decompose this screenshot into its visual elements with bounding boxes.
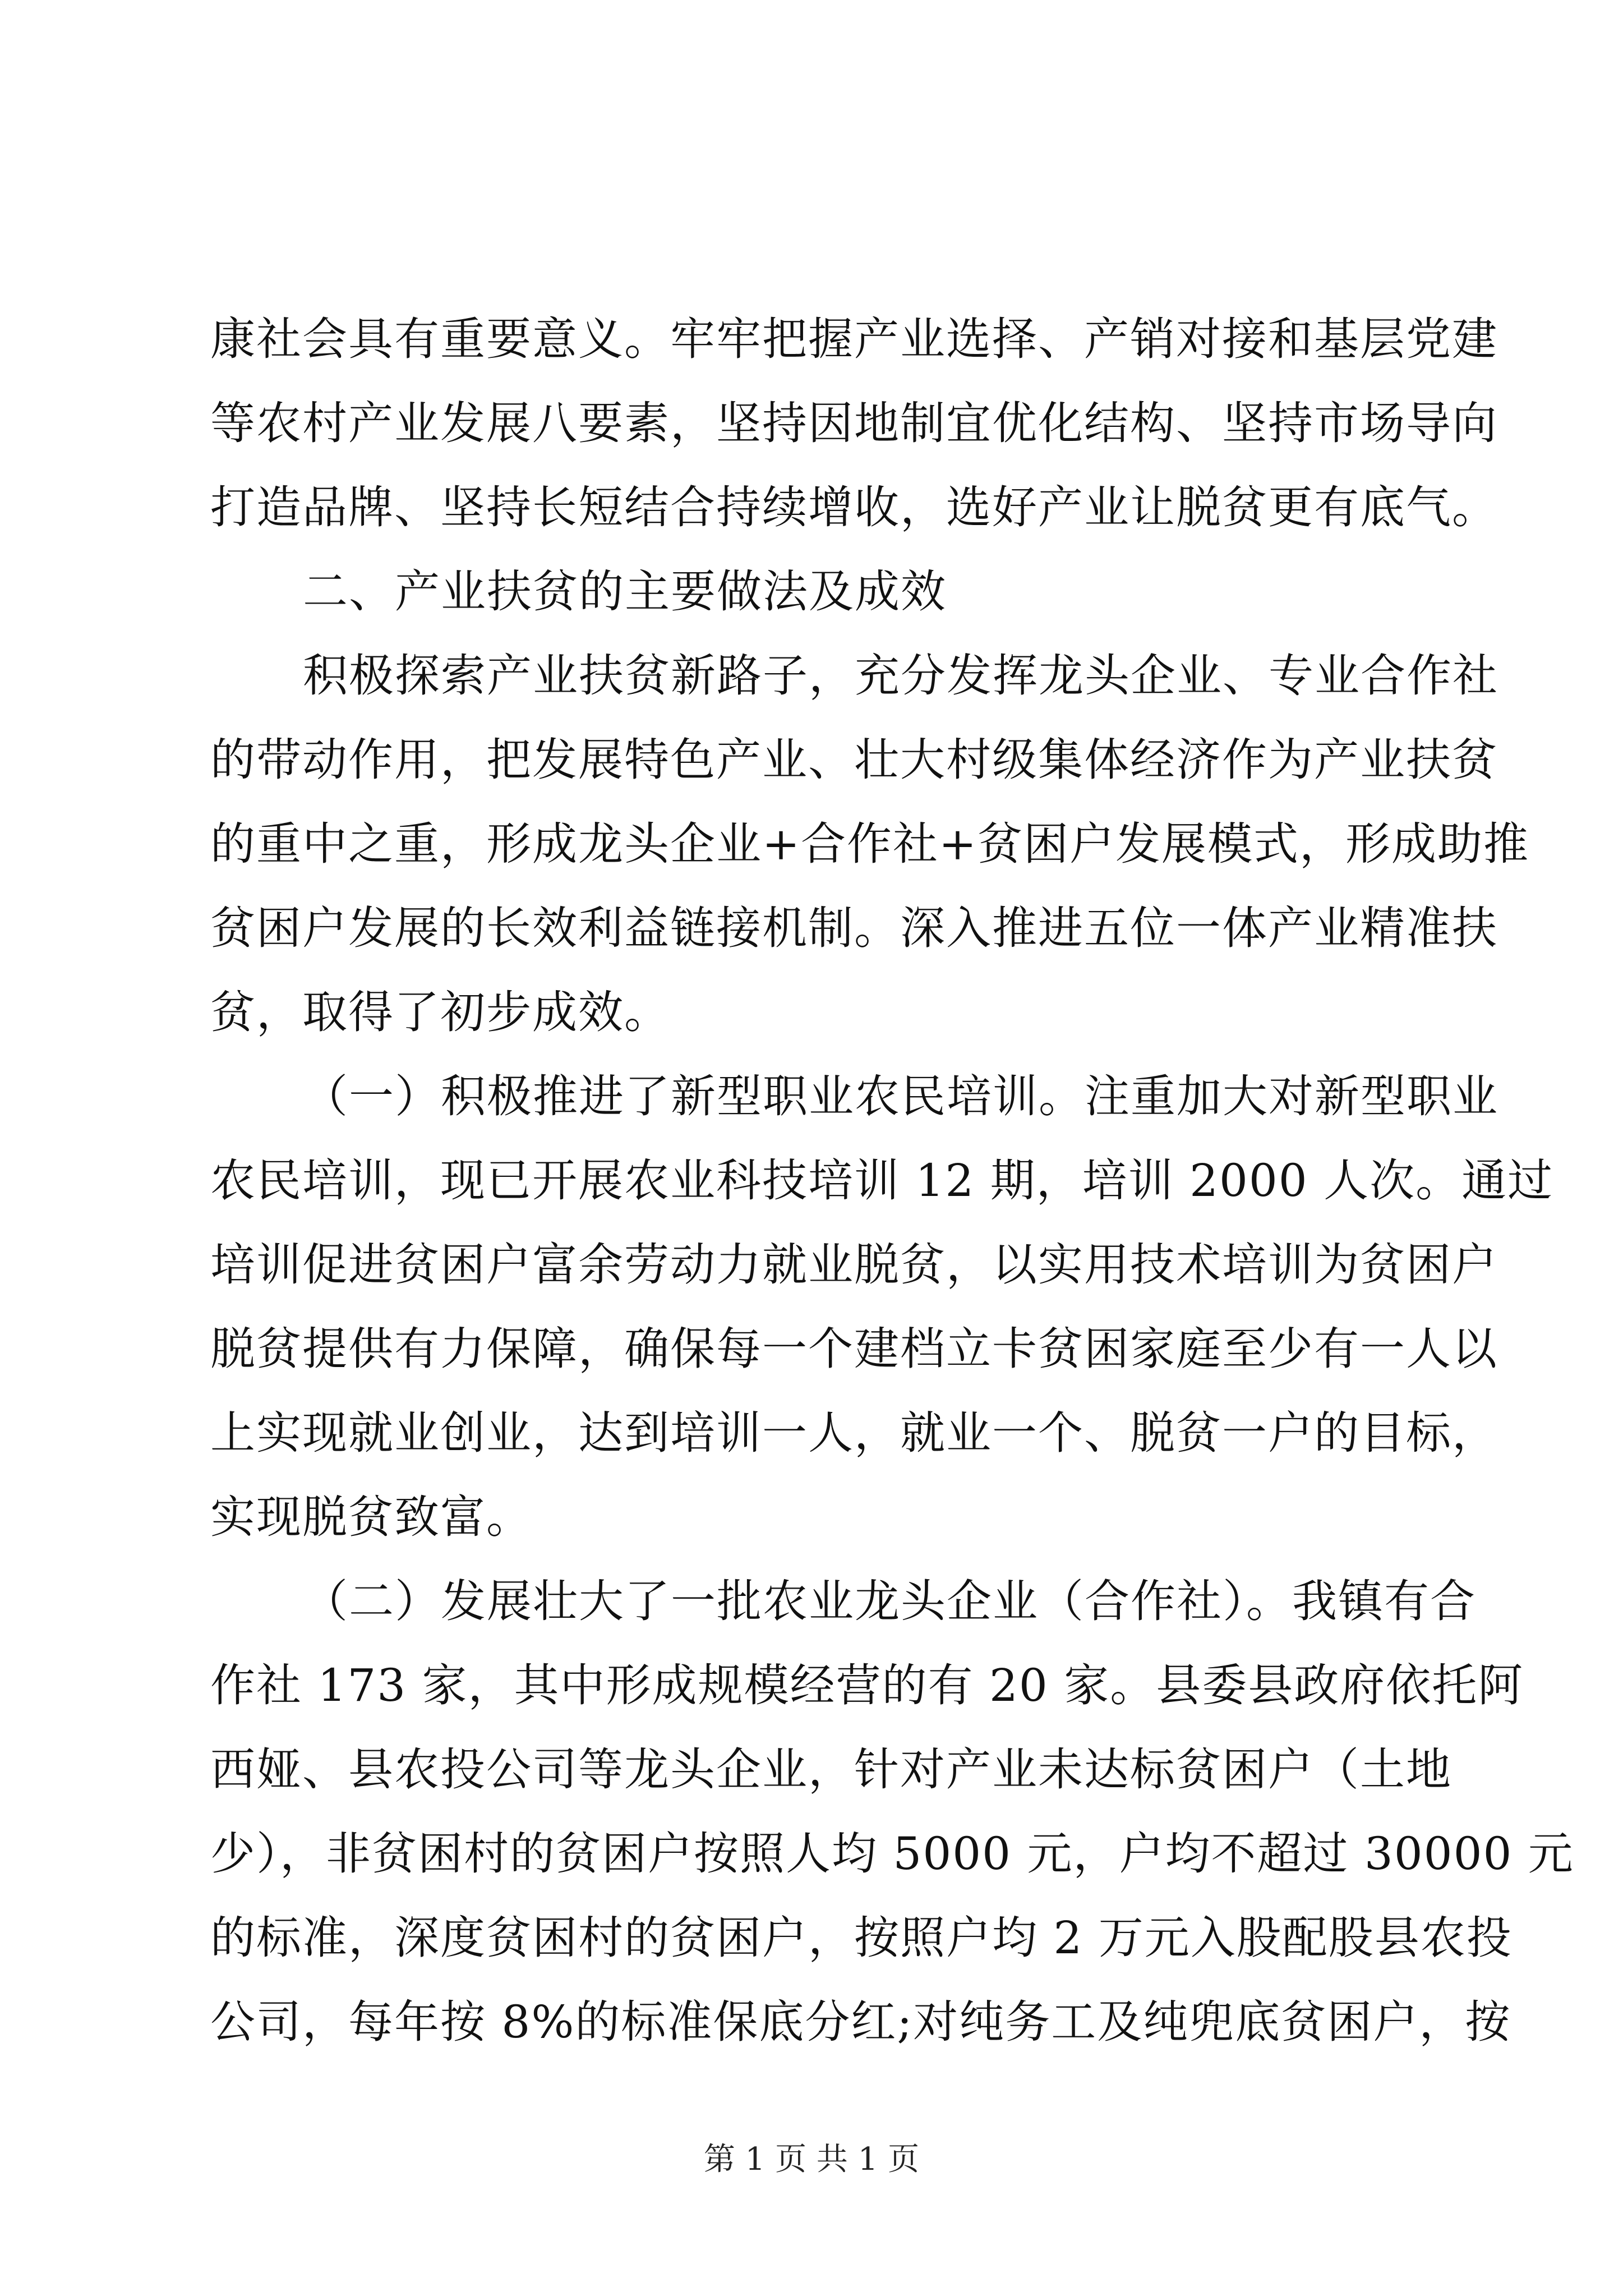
text-line: 的重中之重，形成龙头企业+合作社+贫困户发展模式，形成助推 [210,818,1530,870]
text-line: 的带动作用，把发展特色产业、壮大村级集体经济作为产业扶贫 [210,734,1498,786]
text-line: 的标准，深度贫困村的贫困户，按照户均 2 万元入股配股县农投 [210,1912,1513,1964]
section-heading: 二、产业扶贫的主要做法及成效 [303,565,947,618]
text-line: 作社 173 家，其中形成规模经营的有 20 家。县委县政府依托阿 [210,1659,1524,1711]
text-line: 贫困户发展的长效利益链接机制。深入推进五位一体产业精准扶 [210,902,1498,954]
text-line: 农民培训，现已开展农业科技培训 12 期，培训 2000 人次。通过 [210,1154,1554,1207]
text-line: 脱贫提供有力保障，确保每一个建档立卡贫困家庭至少有一人以 [210,1323,1498,1375]
text-line: 等农村产业发展八要素，坚持因地制宜优化结构、坚持市场导向 [210,397,1498,449]
text-line: 上实现就业创业，达到培训一人，就业一个、脱贫一户的目标， [210,1407,1498,1459]
text-line: 打造品牌、坚持长短结合持续增收，选好产业让脱贫更有底气。 [210,481,1498,533]
text-line: 少），非贫困村的贫困户按照人均 5000 元，户均不超过 30000 元 [210,1828,1574,1880]
text-line: 康社会具有重要意义。牢牢把握产业选择、产销对接和基层党建 [210,313,1498,365]
text-line: 积极探索产业扶贫新路子，充分发挥龙头企业、专业合作社 [303,650,1498,702]
subsection-heading: （二）发展壮大了一批农业龙头企业（合作社）。我镇有合 [303,1575,1476,1627]
subsection-heading: （一）积极推进了新型职业农民培训。注重加大对新型职业 [303,1070,1498,1122]
text-line: 实现脱贫致富。 [210,1491,532,1543]
page-footer: 第 1 页 共 1 页 [703,2141,920,2178]
text-line: 贫，取得了初步成效。 [210,986,670,1038]
text-line: 西娅、县农投公司等龙头企业，针对产业未达标贫困户（土地 [210,1743,1452,1796]
text-line: 公司，每年按 8%的标准保底分红;对纯务工及纯兜底贫困户，按 [210,1996,1511,2048]
text-line: 培训促进贫困户富余劳动力就业脱贫，以实用技术培训为贫困户 [210,1239,1498,1291]
